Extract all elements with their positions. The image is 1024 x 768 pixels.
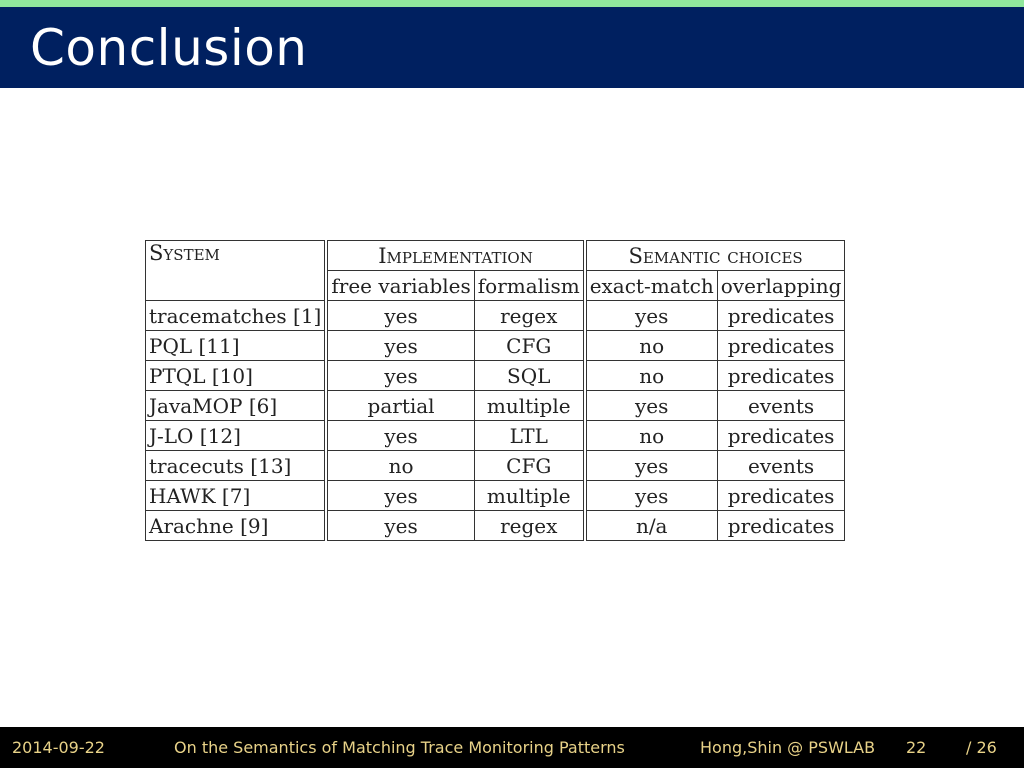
table-row (146, 421, 845, 451)
cell-overlapping: predicates (717, 511, 845, 541)
footer-bar (0, 727, 1024, 768)
title-bar (0, 7, 1024, 88)
header-implementation: Implementation (326, 241, 584, 271)
subheader-exact-match: exact-match (585, 271, 718, 301)
table-row (146, 301, 845, 331)
cell-formalism: multiple (474, 481, 584, 511)
cell-overlapping: predicates (717, 331, 845, 361)
cell-overlapping: predicates (717, 301, 845, 331)
cell-exact-match: yes (585, 301, 718, 331)
cell-system: Arachne [9] (146, 511, 327, 541)
table-row (146, 391, 845, 421)
cell-free-variables: yes (326, 331, 474, 361)
table-row (146, 451, 845, 481)
cell-system: PQL [11] (146, 331, 327, 361)
cell-system: PTQL [10] (146, 361, 327, 391)
cell-exact-match: no (585, 331, 718, 361)
cell-formalism: regex (474, 301, 584, 331)
table-header-row (146, 241, 845, 271)
cell-formalism: SQL (474, 361, 584, 391)
cell-formalism: multiple (474, 391, 584, 421)
cell-formalism: CFG (474, 451, 584, 481)
cell-system: JavaMOP [6] (146, 391, 327, 421)
footer-author: Hong,Shin @ PSWLAB (700, 738, 876, 757)
cell-system: J-LO [12] (146, 421, 327, 451)
cell-exact-match: n/a (585, 511, 718, 541)
subheader-formalism: formalism (474, 271, 584, 301)
cell-free-variables: no (326, 451, 474, 481)
cell-system: tracematches [1] (146, 301, 327, 331)
footer-page-number: 22 (906, 738, 927, 757)
cell-formalism: regex (474, 511, 584, 541)
slide-title: Conclusion (30, 19, 308, 77)
cell-free-variables: partial (326, 391, 474, 421)
cell-overlapping: predicates (717, 421, 845, 451)
cell-formalism: LTL (474, 421, 584, 451)
cell-formalism: CFG (474, 331, 584, 361)
cell-system: tracecuts [13] (146, 451, 327, 481)
cell-free-variables: yes (326, 301, 474, 331)
header-semantic-choices: Semantic choices (585, 241, 845, 271)
cell-exact-match: yes (585, 451, 718, 481)
cell-free-variables: yes (326, 421, 474, 451)
comparison-table-container (145, 240, 845, 541)
cell-system: HAWK [7] (146, 481, 327, 511)
cell-free-variables: yes (326, 361, 474, 391)
subheader-free-variables: free variables (326, 271, 474, 301)
subheader-overlapping: overlapping (717, 271, 845, 301)
table-row (146, 481, 845, 511)
header-system: System (146, 241, 327, 301)
cell-exact-match: no (585, 421, 718, 451)
cell-overlapping: events (717, 391, 845, 421)
table-row (146, 361, 845, 391)
footer-talk-title: On the Semantics of Matching Trace Monitoring Patterns (174, 738, 625, 757)
cell-free-variables: yes (326, 511, 474, 541)
cell-overlapping: predicates (717, 361, 845, 391)
top-accent-stripe (0, 0, 1024, 7)
table-row (146, 331, 845, 361)
cell-exact-match: yes (585, 391, 718, 421)
cell-exact-match: no (585, 361, 718, 391)
footer-page-total: / 26 (966, 738, 997, 757)
table-row (146, 511, 845, 541)
comparison-table (145, 240, 845, 541)
cell-exact-match: yes (585, 481, 718, 511)
cell-overlapping: predicates (717, 481, 845, 511)
footer-date: 2014-09-22 (12, 738, 105, 757)
cell-free-variables: yes (326, 481, 474, 511)
cell-overlapping: events (717, 451, 845, 481)
